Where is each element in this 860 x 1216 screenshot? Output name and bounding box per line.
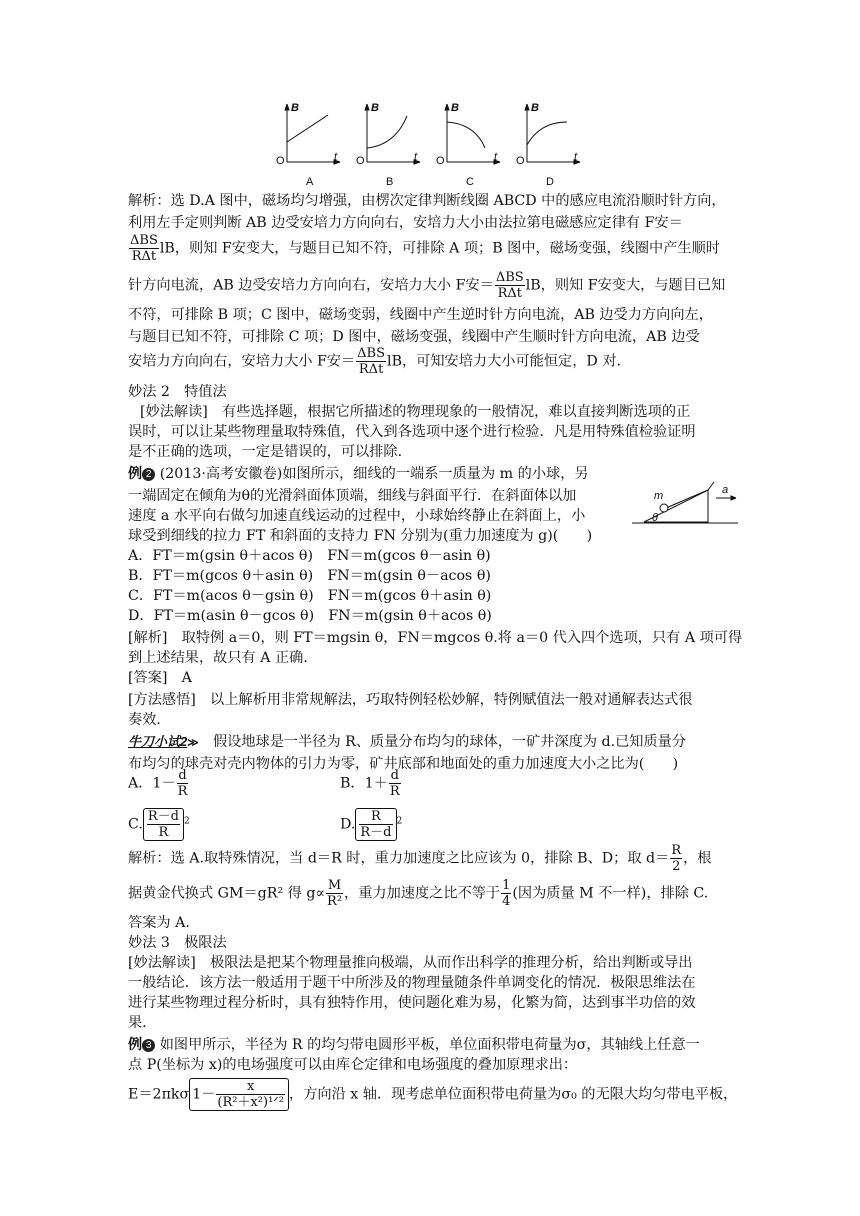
method3-title: 妙法 3 极限法 [128,935,227,951]
example2-line3: 速度 a 水平向右做匀加速直线运动的过程中，小球始终静止在斜面上，小 [128,508,586,524]
trial2-option-a: A．1－ $\frac{d}{R}$ [128,768,188,799]
example-number-badge: 3 [142,1039,155,1052]
option-a: A．FT＝m(gsin θ＋acos θ) FN＝m(gcos θ－asin θ) [128,548,491,564]
example-label: 例 [128,466,143,482]
trial2-option-b: B．1＋ $\frac{d}{R}$ [340,768,400,799]
example2-solution2: 到上述结果，故只有 A 正确． [128,650,318,666]
fig-acceleration-label: a [722,484,729,496]
example2-answer: [答案] A [128,670,192,686]
example3-line1: 例 3 如图甲所示，半径为 R 的均匀带电圆形平板，单位面积带电荷量为σ，其轴线上任意一 [128,1037,700,1053]
fraction: $\frac{\text{ΔBS}}{\text{RΔt}}$ [357,346,386,377]
example2-insight2: 奏效． [128,712,171,728]
graph-c-xlabel: t [494,151,498,163]
method2-read1: [妙法解读] 有些选择题，根据它所描述的物理现象的一般情况，难以直接判断选项的正 [140,404,691,420]
fraction: $\frac{x}{\text{(R²＋x²)¹ᐟ²}}$ [217,1079,285,1110]
analysis1-line7: 安培力方向向右，安培力大小 F安＝ $\frac{\text{ΔBS}}{\text{RΔt}}$ lB，可知安培力大小可能恒定，D 对. [128,346,622,377]
trial2-solution3: 答案为 A. [128,915,190,931]
option-d: D．FT＝m(asin θ－gcos θ) FN＝m(gsin θ＋acos θ) [128,608,492,624]
trial2-option-c: C. $\frac{R-d}{R}$ $^2$ [128,809,190,840]
analysis1-line5: 不符，可排除 B 项；C 图中，磁场变弱，线圈中产生逆时针方向电流，AB 边受力方向向左， [128,307,713,323]
fraction: $\frac{M}{\text{R²}}$ [327,878,343,909]
graph-a-curve [287,115,328,142]
graphs-row [270,100,590,192]
example-number-badge: 2 [142,468,155,481]
fraction: $\frac{\text{ΔBS}}{\text{RΔt}}$ [495,270,524,301]
graph-b-ylabel: B [371,102,379,114]
example2-insight1: [方法感悟] 以上解析用非常规解法，巧取特例轻松妙解，特例赋值法一般对通解表达式很 [128,692,693,708]
example2-line2: 一端固定在倾角为θ的光滑斜面体顶端，细线与斜面平行．在斜面体以加 [128,488,577,504]
graph-a-origin: O [276,155,285,167]
graph-d-origin: O [516,155,525,167]
method2-title: 妙法 2 特值法 [128,384,227,400]
fraction: $\frac{R}{R-d}$ [360,809,392,840]
trial2-line1: 牛刀小试2≫ 假设地球是一半径为 R、质量分布均匀的球体，一矿井深度为 d.已知质量分 [128,734,687,750]
graph-a-ylabel: B [291,102,299,114]
trial2-solution2: 据黄金代换式 GM＝gR² 得 g∝ $\frac{M}{\text{R²}}$ ，重力加速度之比不等于 $\frac{1}{4}$ (因为质量 M 不一样)，排除 C. [128,878,709,909]
fraction: $\frac{R-d}{R}$ [147,809,179,840]
analysis1-line1: 解析：选 D.A 图中，磁场均匀增强，由楞次定律判断线圈 ABCD 中的感应电流沿顺时针方向， [128,193,726,209]
fig-mass-label: m [654,490,664,502]
graph-b-origin: O [356,155,365,167]
incline-svg [626,470,746,526]
graph-d-ylabel: B [531,102,539,114]
graph-d-xlabel: t [574,151,578,163]
trial2-option-d: D. $\frac{R}{R-d}$ $^2$ [340,809,403,840]
example3-equation: E＝2πkσ 1－ $\frac{x}{\text{(R²＋x²)¹ᐟ²}}$ ，方向沿 x 轴．现考虑单位面积带电荷量为σ₀ 的无限大均匀带电平板， [128,1079,738,1110]
analysis1-line3: $\frac{\text{ΔBS}}{\text{RΔt}}$ lB，则知 F安变大，与题目已知不符，可排除 A 项；B 图中，磁场变强，线圈中产生顺时 [130,233,720,264]
graph-c-label: C [466,176,474,188]
option-b: B．FT＝m(gcos θ＋asin θ) FN＝m(gsin θ－acos θ) [128,568,491,584]
example-label: 例 [128,1037,143,1053]
analysis1-line6: 与题目已知不符，可排除 C 项；D 图中，磁场变强，线圈中产生顺时针方向电流，AB 边受 [128,329,700,345]
analysis1-line4: 针方向电流，AB 边受安培力方向向右，安培力大小 F安＝ $\frac{\text{ΔBS}}{\text{RΔt}}$ lB，则知 F安变大，与题目已知 [128,270,726,301]
method3-read1: [妙法解读] 极限法是把某个物理量推向极端，从而作出科学的推理分析，给出判断或导出 [128,955,693,971]
method3-read4: 果． [128,1015,157,1031]
graph-d-label: D [546,176,554,188]
fraction: $\frac{d}{R}$ [177,768,188,799]
fraction: $\frac{1}{4}$ [502,878,511,909]
trial-tag: 牛刀小试2 [128,734,188,749]
method3-read2: 一般结论．该方法一般适用于题干中所涉及的物理量随条件单调变化的情况．极限思维法在 [128,975,696,991]
fraction: $\frac{d}{R}$ [389,768,400,799]
trial2-line2: 布均匀的球壳对壳内物体的引力为零，矿井底部和地面处的重力加速度大小之比为( ) [128,756,679,772]
graph-c-ylabel: B [451,102,459,114]
method2-read2: 误时，可以让某些物理量取特殊值，代入到各选项中逐个进行检验．凡是用特殊值检验证明 [128,424,696,440]
graph-b-curve [367,116,407,148]
method2-read3: 是不正确的选项，一定是错误的，可以排除． [128,444,412,460]
fraction: $\frac{R}{2}$ [671,843,682,874]
example3-line2: 点 P(坐标为 x)的电场强度可以由库仑定律和电场强度的叠加原理求出： [128,1057,578,1073]
fraction: $\frac{\text{ΔBS}}{\text{RΔt}}$ [130,233,158,264]
graph-a-label: A [306,176,314,188]
graph-a-xlabel: t [334,151,338,163]
graphs-svg [270,100,590,192]
trial2-solution1: 解析：选 A.取特殊情况，当 d＝R 时，重力加速度之比应该为 0，排除 B、D；取 d＝ $\frac{R}{2}$ ，根 [128,843,712,874]
graph-c-origin: O [436,155,445,167]
fig-angle-label: θ [652,512,658,524]
graph-d-curve [527,122,567,145]
incline-figure [626,470,746,526]
graph-c-curve [447,122,485,148]
example2-line1: 例 2 (2013·高考安徽卷)如图所示，细线的一端系一质量为 m 的小球，另 [128,466,589,482]
option-c: C．FT＝m(acos θ－gsin θ) FN＝m(gcos θ＋asin θ) [128,588,492,604]
method3-read3: 进行某些物理过程分析时，具有独特作用，使问题化难为易，化繁为简，达到事半功倍的效 [128,995,696,1011]
graph-b-xlabel: t [414,151,418,163]
example2-solution1: [解析] 取特例 a＝0，则 FT＝mgsin θ，FN＝mgcos θ.将 a＝0 代入四个选项，只有 A 项可得 [128,630,743,646]
example2-line4: 球受到细线的拉力 FT 和斜面的支持力 FN 分别为(重力加速度为 g)( ) [128,528,593,544]
graph-b-label: B [386,176,394,188]
analysis1-line2: 利用左手定则判断 AB 边受安培力方向向右，安培力大小由法拉第电磁感应定律有 F安＝ [128,215,683,231]
